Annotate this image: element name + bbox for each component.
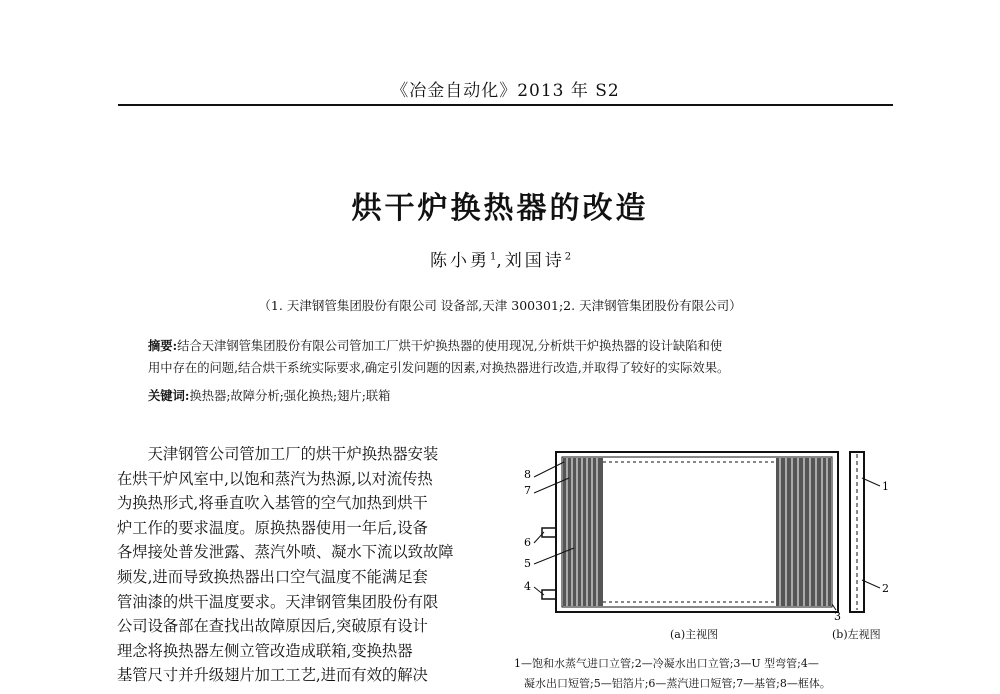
body-line: 在烘干炉风室中,以饱和蒸汽为热源,以对流传热	[117, 469, 433, 488]
right-tube-bundle	[776, 458, 831, 606]
body-column	[117, 442, 495, 688]
left-tube-bundle	[563, 458, 603, 606]
caption-main-view: (a)主视图	[670, 628, 719, 641]
abstract-text: 结合天津钢管集团股份有限公司管加工厂烘干炉换热器的使用现况,分析烘干炉换热器的设计缺陷和使	[177, 339, 723, 353]
body-line: 公司设备部在查找出故障原因后,突破原有设计	[117, 617, 428, 636]
part-label-5: 5	[524, 557, 531, 570]
figure-legend	[514, 654, 894, 694]
part-label-1: 1	[882, 480, 889, 493]
part-label-2: 2	[882, 582, 889, 595]
heat-exchanger-drawing	[514, 440, 914, 630]
legend-line: 1—饱和水蒸气进口立管;2—冷凝水出口立管;3—U 型弯管;4—	[514, 657, 819, 670]
author-affil-mark: 1	[490, 251, 497, 263]
abstract-label: 摘要:	[148, 338, 178, 353]
header-rule	[118, 104, 893, 106]
author-name: 刘国诗	[504, 251, 565, 271]
leader-line-8	[534, 462, 564, 477]
author-name: 陈小勇	[430, 251, 490, 271]
part-label-6: 6	[524, 536, 531, 549]
body-line: 各焊接处普发泄露、蒸汽外喷、凝水下流以致故障	[117, 543, 454, 562]
heat-exchanger-figure	[514, 440, 914, 690]
body-line: 基管尺寸并升级翅片加工工艺,进而有效的解决	[117, 666, 428, 685]
caption-left-view: (b)左视图	[832, 628, 881, 641]
keywords-text: 换热器;故障分析;强化换热;翅片;联箱	[189, 389, 391, 403]
abstract-line	[148, 335, 890, 357]
keywords-label: 关键词:	[148, 388, 190, 403]
author-list	[430, 246, 571, 271]
abstract-line: 用中存在的问题,结合烘干系统实际要求,确定引发问题的因素,对换热器进行改造,并取得了较好的实际效果。	[148, 361, 730, 375]
journal-header: 《冶金自动化》2013 年 S2	[391, 81, 620, 101]
abstract	[148, 335, 890, 379]
body-line: 为换热形式,将垂直吹入基管的空气加热到烘干	[117, 494, 428, 513]
part-label-4: 4	[524, 580, 531, 593]
body-line: 理念将换热器左侧立管改造成联箱,变换热器	[117, 641, 413, 660]
keywords	[148, 386, 890, 404]
part-label-3: 3	[834, 610, 841, 623]
author-separator: ,	[496, 251, 505, 271]
body-line: 频发,进而导致换热器出口空气温度不能满足套	[117, 567, 428, 586]
body-paragraph	[117, 442, 495, 467]
legend-line: 凝水出口短管;5—铝箔片;6—蒸汽进口短管;7—基管;8—框体。	[524, 677, 831, 690]
body-line: 炉工作的要求温度。原换热器使用一年后,设备	[117, 518, 428, 537]
part-label-7: 7	[524, 484, 531, 497]
paper-title: 烘干炉换热器的改造	[351, 191, 649, 226]
part-label-8: 8	[524, 468, 531, 481]
author-affil-mark: 2	[564, 251, 572, 263]
affiliation: （1. 天津钢管集团股份有限公司 设备部,天津 300301;2. 天津钢管集团股份有限公司）	[258, 298, 742, 313]
body-line: 管油漆的烘干温度要求。天津钢管集团股份有限	[117, 592, 439, 611]
body-line: 天津钢管公司管加工厂的烘干炉换热器安装	[147, 445, 439, 463]
